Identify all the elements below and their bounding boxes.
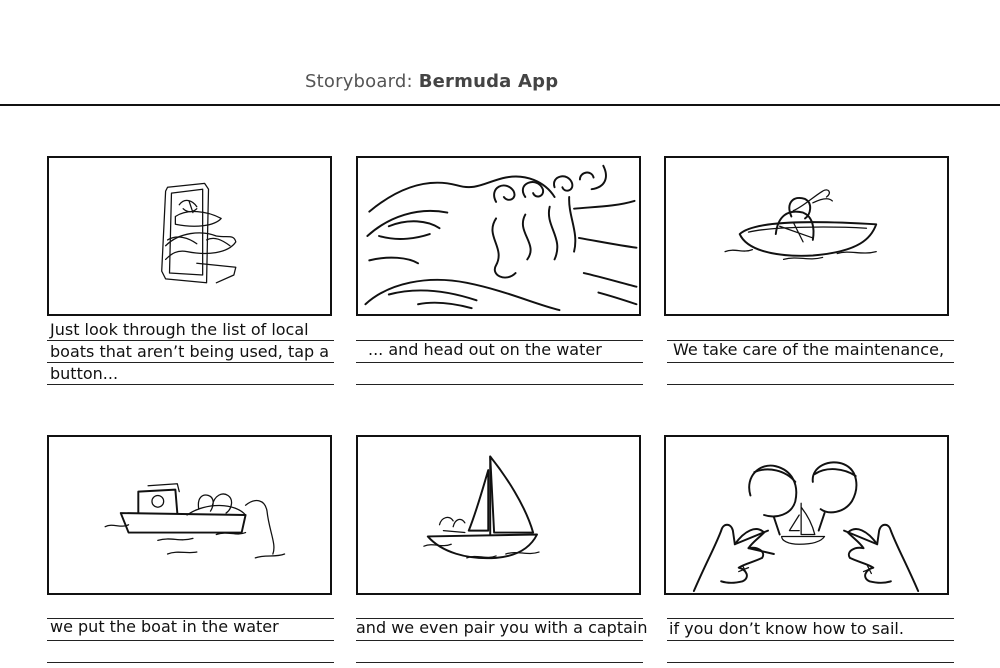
caption-5-line-1: and we even pair you with a captain — [356, 618, 648, 637]
storyboard-frame-2 — [356, 156, 641, 316]
caption-rule — [356, 662, 643, 663]
caption-2-line-1: ... and head out on the water — [368, 340, 602, 359]
rowboat-icon — [666, 158, 947, 314]
wine-toast-icon — [666, 437, 947, 593]
storyboard-frame-4 — [47, 435, 332, 595]
phone-boat-icon — [49, 158, 330, 314]
storyboard-frame-1 — [47, 156, 332, 316]
caption-1-line-1: Just look through the list of local — [50, 320, 309, 339]
waves-icon — [358, 158, 639, 314]
page-title-prefix: Storyboard: — [305, 71, 413, 92]
caption-rule — [356, 362, 643, 363]
caption-4-line-1: we put the boat in the water — [50, 617, 279, 636]
caption-rule — [47, 640, 334, 641]
caption-6-line-1: if you don’t know how to sail. — [669, 619, 904, 638]
page-title-name: Bermuda App — [418, 71, 559, 92]
sailboat-icon — [358, 437, 639, 593]
caption-rule — [47, 340, 334, 341]
caption-rule — [667, 362, 954, 363]
page-title — [305, 71, 558, 92]
caption-rule — [667, 384, 954, 385]
motorboat-icon — [49, 437, 330, 593]
caption-rule — [47, 662, 334, 663]
storyboard-frame-5 — [356, 435, 641, 595]
storyboard-frame-3 — [664, 156, 949, 316]
caption-rule — [356, 384, 643, 385]
header-divider — [0, 104, 1000, 106]
caption-1-line-3: button... — [50, 364, 119, 383]
caption-rule — [667, 640, 954, 641]
caption-rule — [356, 640, 643, 641]
storyboard-frame-6 — [664, 435, 949, 595]
caption-rule — [47, 362, 334, 363]
caption-rule — [667, 662, 954, 663]
caption-3-line-1: We take care of the maintenance, — [673, 340, 945, 359]
caption-1-line-2: boats that aren’t being used, tap a — [50, 342, 330, 361]
caption-rule — [47, 384, 334, 385]
